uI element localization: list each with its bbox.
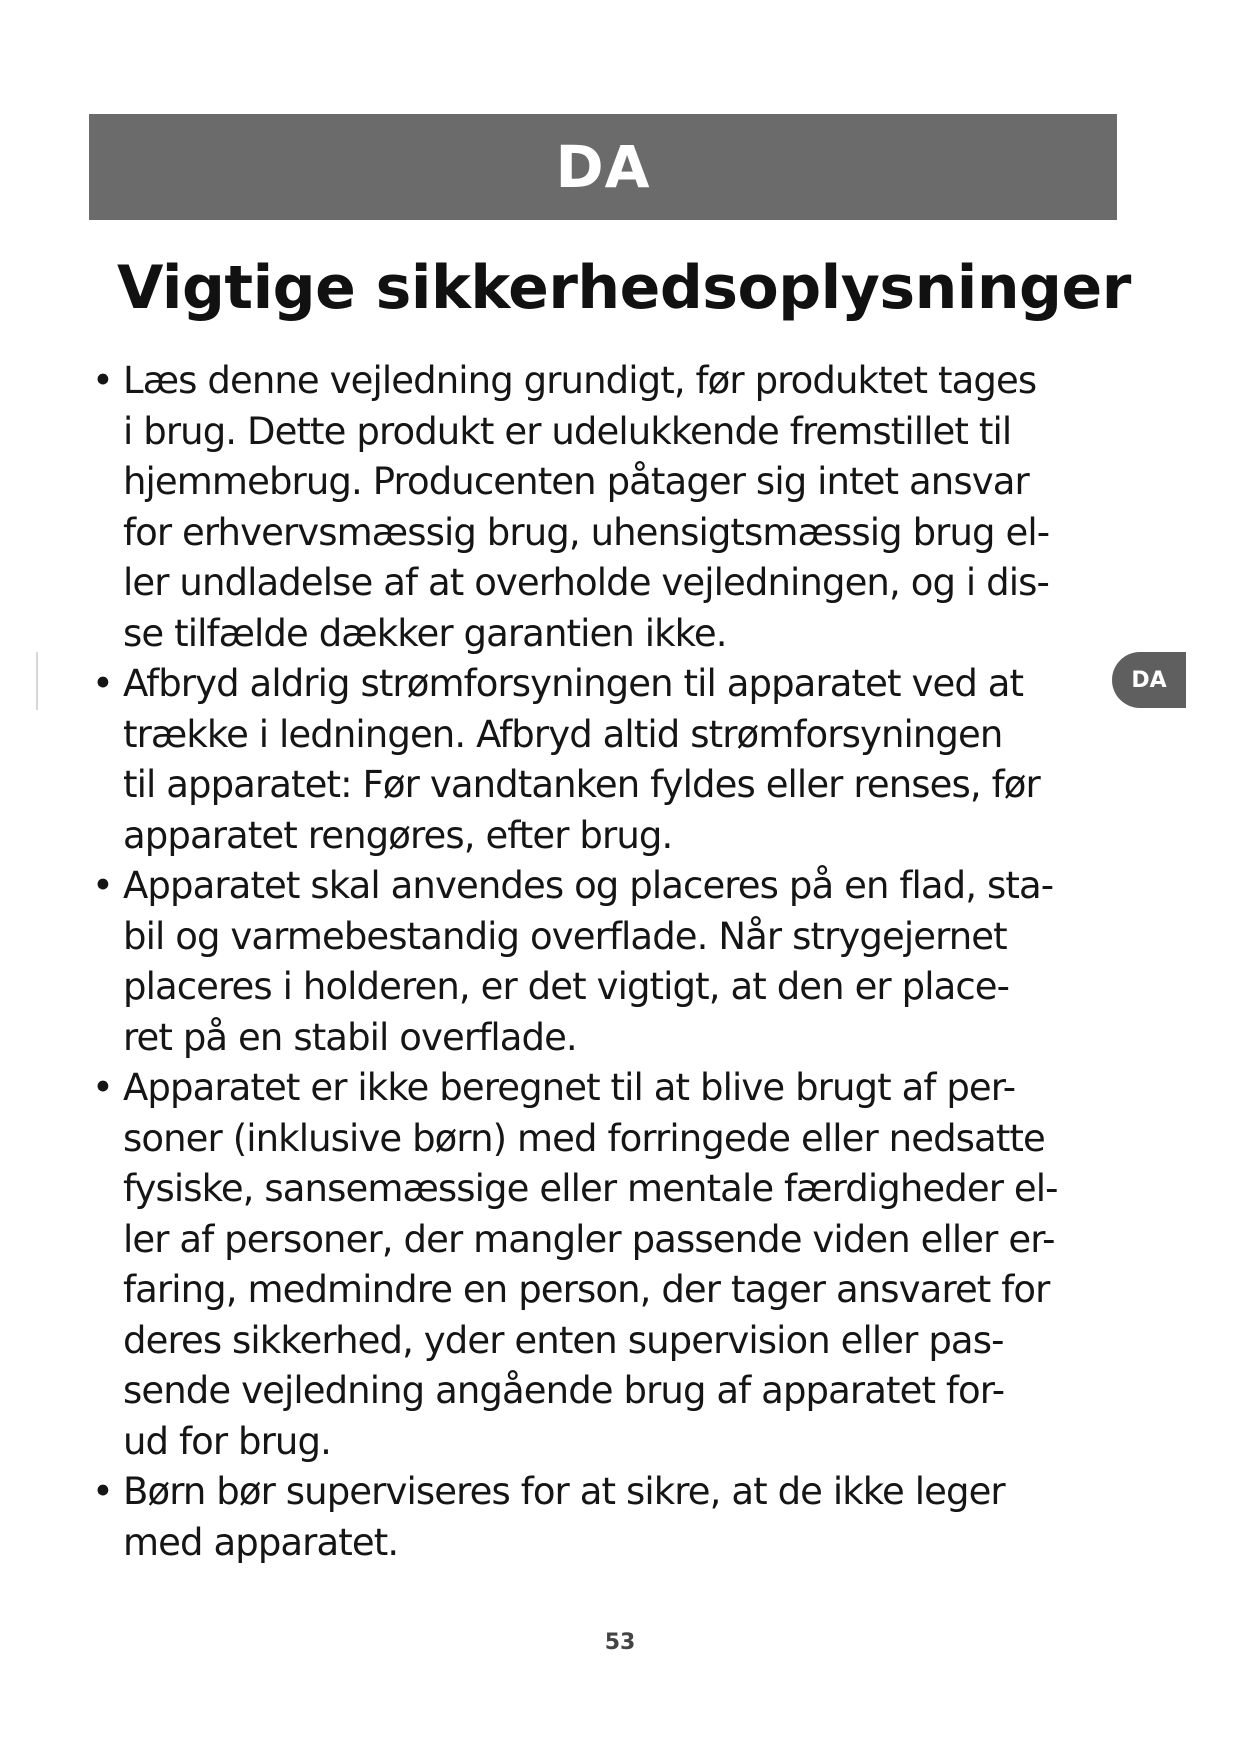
item-line: soner (inklusive børn) med forringede eller nedsatte	[123, 1116, 1045, 1160]
side-tab-label: DA	[1131, 667, 1167, 693]
item-line: Børn bør superviseres for at sikre, at de ikke leger	[123, 1470, 1005, 1513]
item-line: Afbryd aldrig strømforsyningen til apparatet ved at	[123, 662, 1024, 705]
item-line: bil og varmebestandig overflade. Når strygejernet	[123, 914, 1007, 958]
language-side-tab	[1112, 652, 1186, 708]
safety-item-2	[92, 659, 1182, 861]
safety-item-3	[92, 861, 1182, 1063]
item-line: deres sikkerhed, yder enten supervision eller pas-	[123, 1318, 1004, 1362]
item-line: Læs denne vejledning grundigt, før produktet tages	[123, 359, 1037, 402]
safety-item-1	[92, 356, 1182, 659]
item-line: trække i ledningen. Afbryd altid strømforsyningen	[123, 712, 1003, 756]
safety-instructions-list	[92, 356, 1182, 1568]
margin-mark	[36, 652, 38, 710]
bullet: •	[92, 864, 113, 907]
item-line: sende vejledning angående brug af apparatet for-	[123, 1369, 1005, 1412]
item-line: hjemmebrug. Producenten påtager sig intet ansvar	[123, 460, 1029, 503]
bullet: •	[92, 1470, 113, 1513]
item-line: se tilfælde dækker garantien ikke.	[123, 611, 727, 655]
item-line: ud for brug.	[123, 1419, 331, 1463]
item-line: faring, medmindre en person, der tager ansvaret for	[123, 1268, 1050, 1311]
item-line: til apparatet: Før vandtanken fyldes eller renses, før	[123, 763, 1040, 806]
language-banner	[89, 114, 1117, 220]
bullet: •	[92, 1066, 113, 1109]
bullet: •	[92, 662, 113, 705]
item-line: fysiske, sansemæssige eller mentale færdigheder el-	[123, 1167, 1058, 1210]
bullet: •	[92, 359, 113, 402]
item-line: ler undladelse af at overholde vejledningen, og i dis-	[123, 561, 1049, 604]
item-line: ret på en stabil overflade.	[123, 1015, 577, 1059]
safety-item-5	[92, 1467, 1182, 1568]
item-line: placeres i holderen, er det vigtigt, at den er place-	[123, 965, 1010, 1008]
item-line: i brug. Dette produkt er udelukkende fremstillet til	[123, 409, 1012, 453]
item-line: apparatet rengøres, efter brug.	[123, 813, 673, 857]
item-line: ler af personer, der mangler passende viden eller er-	[123, 1217, 1055, 1261]
safety-item-4	[92, 1063, 1182, 1467]
item-line: for erhvervsmæssig brug, uhensigtsmæssig brug el-	[123, 510, 1050, 554]
item-line: Apparatet er ikke beregnet til at blive brugt af per-	[123, 1066, 1016, 1109]
item-line: Apparatet skal anvendes og placeres på en flad, sta-	[123, 864, 1054, 907]
page-title: Vigtige sikkerhedsoplysninger	[117, 253, 1131, 323]
item-line: med apparatet.	[123, 1520, 399, 1564]
page-number: 53	[604, 1630, 636, 1655]
language-banner-label: DA	[555, 133, 651, 201]
